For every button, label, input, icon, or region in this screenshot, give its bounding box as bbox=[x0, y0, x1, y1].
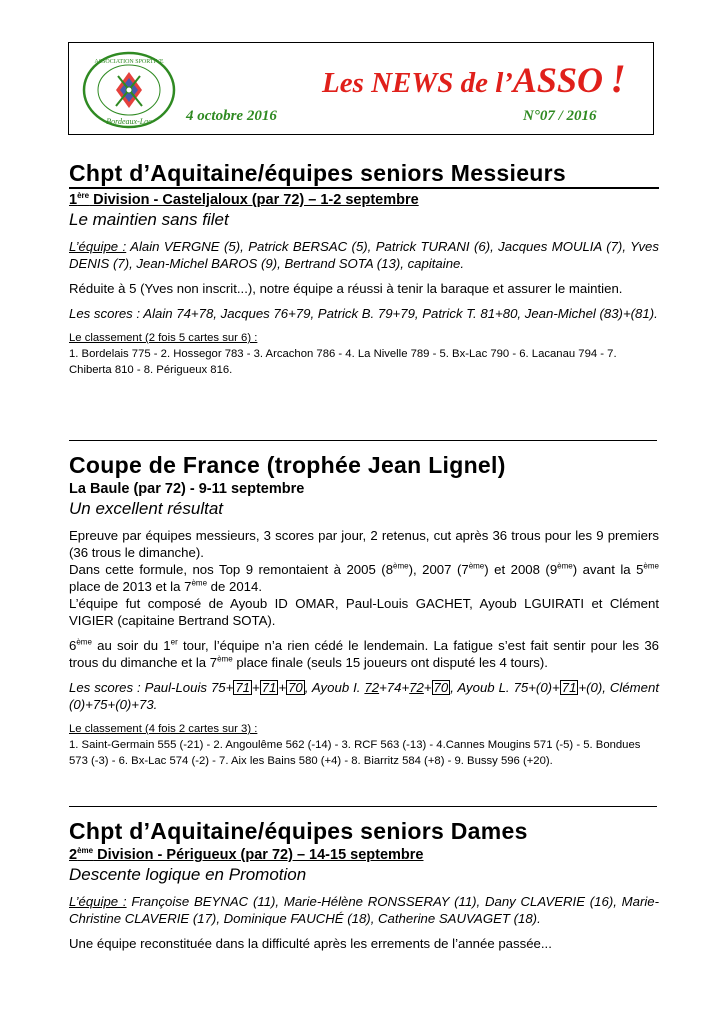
boxed-score: 71 bbox=[235, 680, 250, 695]
ranking-text: 1. Saint-Germain 555 (-21) - 2. Angoulême 562 (-14) - 3. RCF 563 (-13) - 4.Cannes Mougins 571 (-5) - 5. Bondues 573 (-3) - 6. Bx-Lac 574 (-2) - 7. Aix les Bains 580 (+4) - 8. Biarritz 584 (+8) - 9. Bussy 596 (+20). bbox=[69, 739, 641, 767]
ranking-label: Le classement (4 fois 2 cartes sur 3) : bbox=[69, 723, 258, 735]
scores-paragraph: Les scores : Alain 74+78, Jacques 76+79, Patrick B. 79+79, Patrick T. 81+80, Jean-Michel (83)+(81). bbox=[69, 306, 658, 321]
sub-rest: Division - Périgueux (par 72) – 14-15 septembre bbox=[93, 847, 424, 863]
section-divider bbox=[69, 440, 657, 441]
body-paragraph: Une équipe reconstituée dans la difficulté après les errements de l’année passée... bbox=[69, 936, 552, 951]
t: Les scores : Paul-Louis 75+ bbox=[69, 680, 234, 695]
t: place finale (seuls 15 joueurs ont disputé les 4 tours). bbox=[232, 655, 548, 670]
t: ) et 2008 (9 bbox=[484, 562, 558, 577]
t: ème bbox=[393, 561, 409, 571]
t: , Ayoub L. 75+(0)+ bbox=[450, 680, 560, 695]
t: ème bbox=[557, 561, 573, 571]
body-paragraph: Epreuve par équipes messieurs, 3 scores par jour, 2 retenus, cut après 36 trous pour les 9 premiers (36 trous le dimanche). bbox=[69, 528, 659, 560]
section-title: Chpt d’Aquitaine/équipes seniors Messieurs bbox=[69, 160, 659, 189]
section-seniors-dames bbox=[69, 818, 659, 960]
t: ème bbox=[76, 637, 92, 647]
boxed-score: 70 bbox=[288, 680, 303, 695]
ranking-text: 1. Bordelais 775 - 2. Hossegor 783 - 3. Arcachon 786 - 4. La Nivelle 789 - 5. Bx-Lac 790 - 6. Lacanau 794 - 7. Chiberta 810 - 8. Périgueux 816. bbox=[69, 348, 617, 376]
team-label: L’équipe : bbox=[69, 894, 127, 909]
section-title: Chpt d’Aquitaine/équipes seniors Dames bbox=[69, 818, 528, 844]
t: + bbox=[278, 680, 287, 695]
t: +74+ bbox=[379, 680, 410, 695]
t: ème bbox=[217, 654, 233, 664]
boxed-score: 70 bbox=[433, 680, 449, 695]
title-prefix: Les NEWS de l’ bbox=[322, 67, 513, 99]
underlined-score: 72 bbox=[364, 680, 380, 695]
sub-sup: ère bbox=[77, 191, 90, 201]
t: + bbox=[423, 680, 432, 695]
sub-num: 2 bbox=[69, 847, 78, 863]
t: ) avant la 5 bbox=[572, 562, 644, 577]
t: , Ayoub I. bbox=[304, 680, 365, 695]
team-text: Alain VERGNE (5), Patrick BERSAC (5), Patrick TURANI (6), Jacques MOULIA (7), Yves DENIS (7), Jean-Michel BAROS (9), Bertrand SOTA (13), capitaine. bbox=[69, 239, 659, 271]
team-label: L’équipe : bbox=[69, 239, 127, 254]
underlined-score: 72 bbox=[409, 680, 424, 695]
boxed-score: 71 bbox=[561, 680, 577, 695]
t: au soir du 1 bbox=[91, 638, 171, 653]
t: er bbox=[170, 637, 178, 647]
t: Dans cette formule, nos Top 9 remontaient à 2005 (8 bbox=[69, 562, 394, 577]
result-paragraph bbox=[69, 637, 659, 671]
boxed-score: 71 bbox=[261, 680, 277, 695]
t: place de 2013 et la 7 bbox=[69, 579, 192, 594]
newsletter-title bbox=[322, 56, 652, 101]
team-paragraph bbox=[69, 238, 659, 272]
sub-rest: Division - Casteljaloux (par 72) – 1-2 septembre bbox=[89, 192, 419, 208]
section-lede: Un excellent résultat bbox=[69, 499, 224, 518]
issue-number: N°07 / 2016 bbox=[523, 108, 597, 124]
section-lede: Descente logique en Promotion bbox=[69, 865, 307, 884]
svg-text:Bordeaux-Lac: Bordeaux-Lac bbox=[106, 117, 152, 126]
t: ème bbox=[643, 561, 659, 571]
team-paragraph bbox=[69, 893, 659, 927]
section-title: Coupe de France (trophée Jean Lignel) bbox=[69, 452, 506, 478]
team-text: Françoise BEYNAC (11), Marie-Hélène RONSSERAY (11), Dany CLAVERIE (16), Marie-Christine CLAVERIE (17), Dominique FAUCHÉ (18), Catherine SAUVAGET (18). bbox=[69, 894, 660, 926]
t: ème bbox=[468, 561, 485, 571]
t: ème bbox=[191, 578, 208, 588]
title-main: ASSO bbox=[512, 60, 603, 100]
team-paragraph: L’équipe fut composé de Ayoub ID OMAR, Paul-Louis GACHET, Ayoub LGUIRATI et Clément VIGIER (capitaine Bertrand SOTA). bbox=[69, 596, 659, 628]
section-subtitle bbox=[69, 846, 659, 864]
issue-date: 4 octobre 2016 bbox=[186, 108, 277, 124]
association-logo bbox=[80, 50, 178, 130]
title-bang: ! bbox=[610, 56, 626, 101]
svg-text:ASSOCIATION SPORTIVE: ASSOCIATION SPORTIVE bbox=[94, 59, 164, 65]
scores-paragraph bbox=[69, 679, 659, 713]
history-paragraph bbox=[69, 561, 659, 595]
t: 6 bbox=[69, 638, 77, 653]
t: de 2014. bbox=[207, 579, 263, 594]
section-subtitle bbox=[69, 191, 659, 209]
t: +(0), Clément (0)+75+(0)+73. bbox=[69, 680, 659, 712]
section-subtitle: La Baule (par 72) - 9-11 septembre bbox=[69, 481, 305, 497]
section-divider bbox=[69, 806, 657, 807]
sub-sup: ème bbox=[77, 846, 94, 856]
section-lede: Le maintien sans filet bbox=[69, 210, 229, 229]
t: + bbox=[251, 680, 260, 695]
sub-num: 1 bbox=[69, 192, 78, 208]
section-coupe-de-france bbox=[69, 452, 659, 769]
ranking-label: Le classement (2 fois 5 cartes sur 6) : bbox=[69, 332, 258, 344]
t: ), 2007 (7 bbox=[408, 562, 469, 577]
section-seniors-messieurs bbox=[69, 160, 659, 378]
body-paragraph: Réduite à 5 (Yves non inscrit...), notre équipe a réussi à tenir la baraque et assurer le maintien. bbox=[69, 281, 623, 296]
t: tour, l’équipe n’a rien cédé le lendemain. La fatigue s’est fait sentir pour les 36 trous du dimanche et la 7 bbox=[69, 638, 660, 670]
